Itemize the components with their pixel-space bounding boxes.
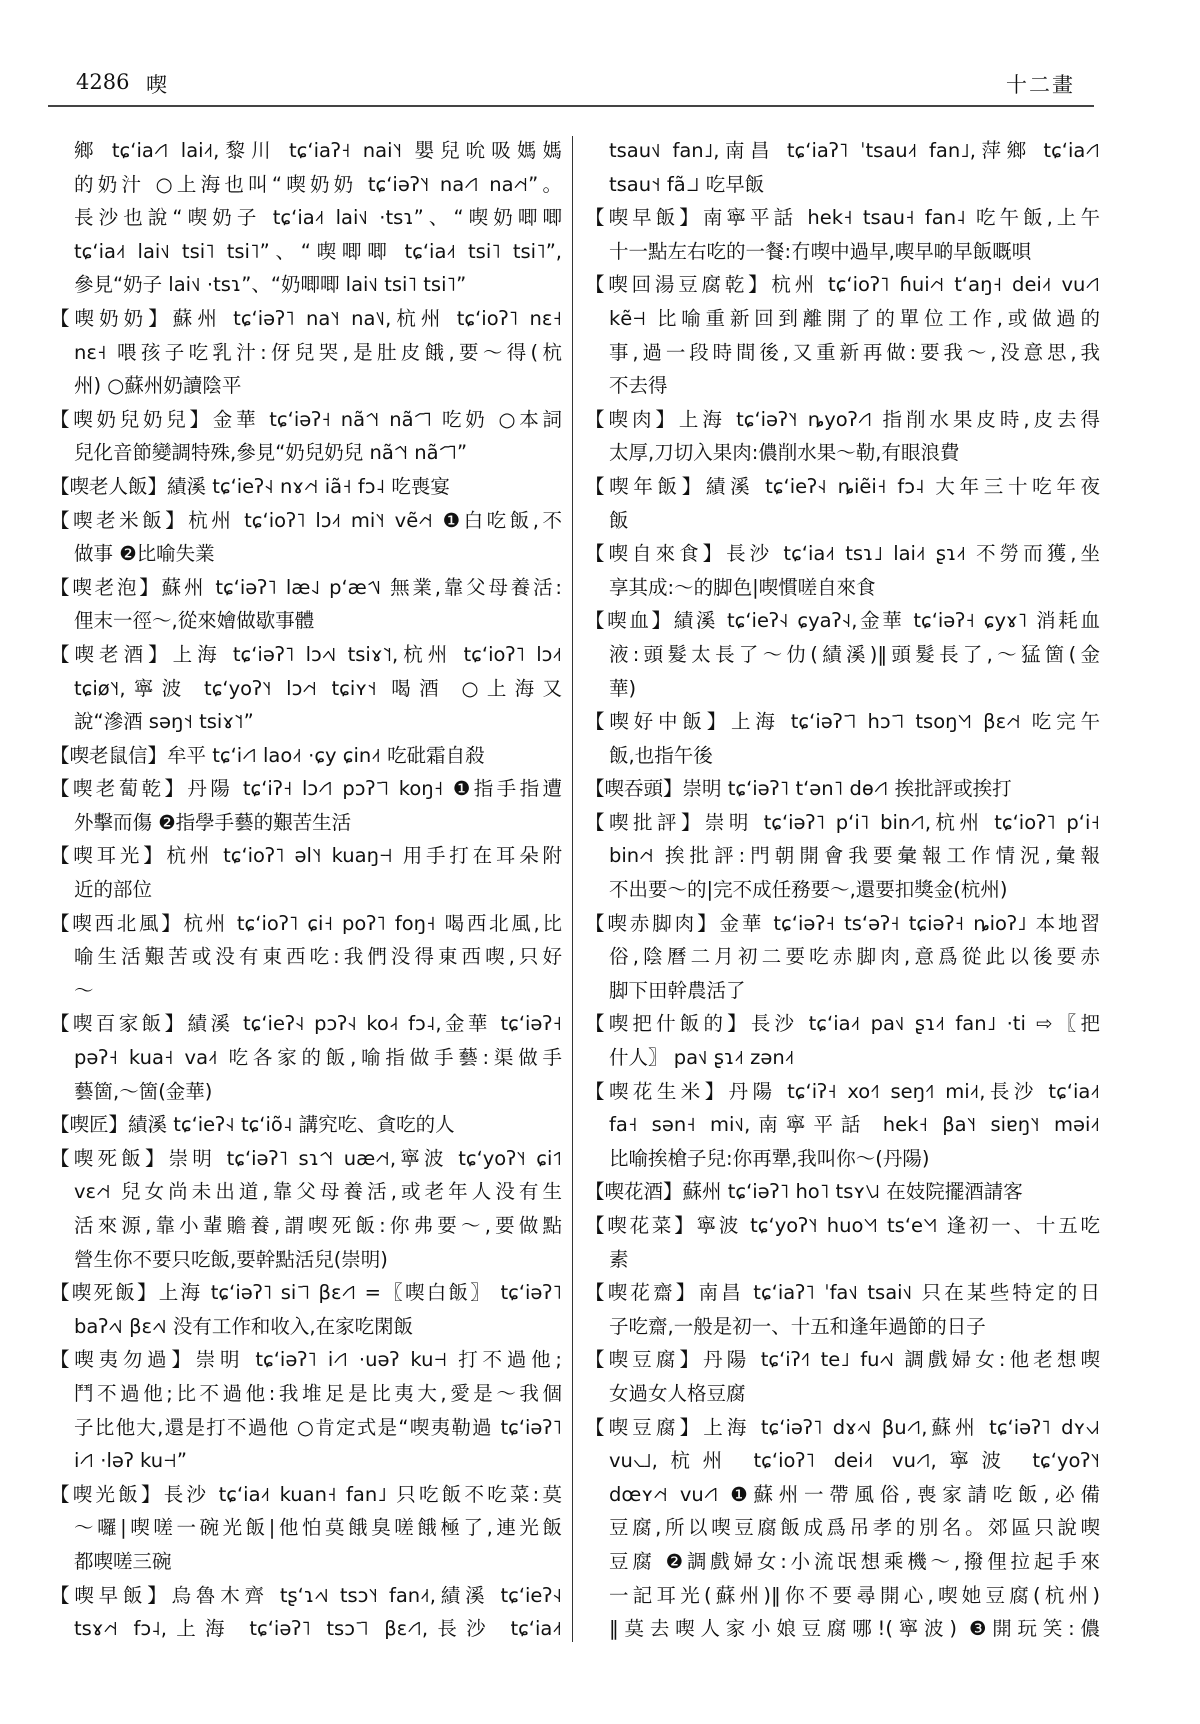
entry-headword-line: 【喫老鼠信】牟平 tɕʻi˨˦˥ lao˨˦ ·ɕy ɕin˨˦ 吃砒霜自殺: [50, 743, 485, 767]
entry-headword-line: 【喫老人飯】績溪 tɕʻieʔ˧˨ nɤ˨˦˧ iã˧ fɔ˨ 吃喪宴: [50, 474, 450, 498]
entry-headword-line: 【喫赤脚肉】金華 tɕʻiəʔ˧ tsʻəʔ˧ tɕiəʔ˧ ȵioʔ˩ 本地習: [585, 911, 1100, 935]
entry-headword-line: 【喫老酒】上海 tɕʻiəʔ˥ lɔ˨˦˩ tsiɤ˥˦,杭州 tɕʻioʔ˥ lɔ˨˦: [50, 642, 562, 666]
entry-text-line: dœʏ˨˦˧ vu˨˦˥ ❶蘇州一帶風俗,喪家請吃飯,必備: [609, 1482, 1100, 1506]
entry-text-line: 事,過一段時間後,又重新再做:要我～,没意思,我: [609, 340, 1100, 364]
entry-text-line: 俗,陰曆二月初二要吃赤脚肉,意爲從此以後要赤: [609, 945, 1100, 969]
entry-headword-line: 【喫老蔔乾】丹陽 tɕʻiʔ˧ lɔ˨˦˥ pɔʔ˥˥ koŋ˧ ❶指手指遭: [50, 777, 562, 801]
entry-text-line: tsau˦˧ fã˩˩ 吃早飯: [609, 172, 765, 196]
entry-text-line: vu˧˩˩,杭州 tɕʻioʔ˥ dei˨˦ vu˨˦˥,寧波 tɕʻyoʔ˥˧: [609, 1449, 1100, 1473]
entry-text-line: baʔ˨˦˩ βɛ˨˦˩ 没有工作和收入,在家吃閑飯: [74, 1314, 414, 1338]
entry-text-line: 享其成:～的脚色|喫慣嗟自來食: [609, 575, 876, 599]
entry-text-line: 鄉 tɕʻia˨˦˥ lai˨˦,黎川 tɕʻiaʔ˧ nai˥˧ 嬰兒吮吸媽媽: [74, 139, 562, 162]
entry-headword-line: 【喫回湯豆腐乾】杭州 tɕʻioʔ˥ ɦui˨˦˧ tʻaŋ˧ dei˨˦ vu˨˦˥: [585, 273, 1100, 297]
entry-headword-line: 【喫血】績溪 tɕʻieʔ˧˨ ɕyaʔ˧˨,金華 tɕʻiəʔ˧ ɕyɤ˥ 消耗血: [585, 609, 1100, 633]
entry-headword-line: 【喫老泡】蘇州 tɕʻiəʔ˥ læ˨˩ pʻæ˦˥˩ 無業,靠父母養活:: [50, 575, 562, 599]
entry-text-line: ～囉|喫嗟一碗光飯|他怕莫餓臭嗟餓極了,連光飯: [74, 1516, 562, 1540]
entry-text-line: 女過女人格豆腐: [609, 1381, 746, 1405]
entry-text-line: 營生你不要只吃飯,要幹點活兒(崇明): [74, 1247, 388, 1271]
entry-text-line: 脚下田幹農活了: [609, 978, 746, 1002]
entry-text-line: kẽ˧˧ 比喻重新回到離開了的單位工作,或做過的: [609, 306, 1100, 330]
entry-text-line: ～: [74, 978, 94, 1002]
entry-text-line: fa˧ sən˧ mi˦˩,南寧平話 hek˧ βa˥˧ siɐŋ˥˧ məi˨˦: [609, 1113, 1100, 1137]
entry-text-line: 子吃齋,一般是初一、十五和逢年過節的日子: [609, 1314, 986, 1338]
entry-headword-line: 【喫花齋】南昌 tɕʻiaʔ˥ ˈfa˦˩ tsai˦˩ 只在某些特定的日: [585, 1281, 1100, 1305]
entry-text-line: 的奶汁 ○上海也叫“喫奶奶 tɕʻiəʔ˥˧ na˨˦˥ na˨˦˧”。: [74, 172, 562, 196]
entry-text-line: 比喻挨槍子兒:你再犟,我叫你～(丹陽): [609, 1146, 930, 1170]
entry-text-line: 豆腐,所以喫豆腐飯成爲吊孝的別名。郊區只說喫: [609, 1516, 1100, 1540]
entry-text-line: 喻生活艱苦或没有東西吃:我們没得東西喫,只好: [74, 945, 562, 969]
entry-text-line: nɛ˧ 喂孩子吃乳汁:伢兒哭,是肚皮餓,要～得(杭: [74, 340, 562, 364]
entry-text-line: tɕʻia˨˦ lai˦˩ tsi˥ tsi˥”、“喫唧唧 tɕʻia˨˦ tsi˥ tsi˥”,: [74, 239, 562, 263]
entry-headword-line: 【喫早飯】南寧平話 hek˧ tsau˧ fan˨ 吃午飯,上午: [585, 206, 1100, 230]
entry-text-line: 鬥不過他;比不過他:我堆足是比夷大,愛是～我個: [74, 1381, 562, 1405]
entry-headword-line: 【喫好中飯】上海 tɕʻiəʔ˥˥ hɔ˥˥ tsoŋ˥˧˥ βɛ˨˦˧ 吃完午: [585, 710, 1100, 734]
right-column: [585, 134, 1100, 1646]
entry-headword-line: 【喫奶兒奶兒】金華 tɕʻiəʔ˧ nã˦˥˧ nã˦˥˥ 吃奶 ○本詞: [50, 407, 562, 431]
entry-text-line: 十一點左右吃的一餐:冇喫中過早,喫早啲早飯嘅唄: [609, 239, 1032, 263]
entry-headword-line: 【喫花酒】蘇州 tɕʻiəʔ˥ ho˥ tsʏ˥˩˨ 在妓院擺酒請客: [585, 1180, 1023, 1204]
entry-headword-line: 【喫自來食】長沙 tɕʻia˨˦ tsɿ˩ lai˨˦ ʂɿ˨˦ 不勞而獲,坐: [585, 542, 1100, 566]
entry-text-line: tsɤ˨˦˧ fɔ˨,上海 tɕʻiəʔ˥ tsɔ˥˥ βɛ˨˦˥,長沙 tɕʻia˨˦: [74, 1617, 562, 1641]
entry-text-line: 做事 ❷比喻失業: [74, 542, 215, 566]
page-number: 4286: [76, 70, 130, 94]
entry-text-line: 外擊而傷 ❷指學手藝的艱苦生活: [74, 810, 352, 834]
entry-text-line: 長沙也說“喫奶子 tɕʻia˨˦ lai˦˩ ·tsɿ”、“喫奶唧唧: [74, 206, 562, 230]
entry-headword-line: 【喫耳光】杭州 tɕʻioʔ˥ əl˥˧ kuaŋ˧˧ 用手打在耳朵附: [50, 844, 562, 868]
entry-text-line: 子比他大,還是打不過他 ○肯定式是“喫夷勒過 tɕʻiəʔ˥: [74, 1415, 562, 1439]
entry-headword-line: 【喫肉】上海 tɕʻiəʔ˥˧ ȵyoʔ˨˦˥ 指削水果皮時,皮去得: [585, 407, 1100, 431]
left-column: [50, 134, 562, 1646]
entry-text-line: 豆腐 ❷調戲婦女:小流氓想乘機～,撥俚拉起手來: [609, 1549, 1100, 1573]
entry-text-line: bin˨˦˧ 挨批評:門朝開會我要彙報工作情況,彙報: [609, 844, 1100, 868]
entry-text-line: 素: [609, 1247, 629, 1271]
entry-headword-line: 【喫西北風】杭州 tɕʻioʔ˥ ɕi˧ poʔ˥ foŋ˧ 喝西北風,比: [50, 911, 562, 935]
entry-headword-line: 【喫豆腐】丹陽 tɕʻiʔ˧˥ te˩ fu˨˦˩ 調戲婦女:他老想喫: [585, 1348, 1100, 1372]
header-rule: [48, 105, 1094, 107]
entry-headword-line: 【喫奶奶】蘇州 tɕʻiəʔ˥ na˥˧ na˥˩,杭州 tɕʻioʔ˥ nɛ˧: [50, 306, 562, 330]
entry-text-line: 近的部位: [74, 878, 153, 902]
entry-text-line: 活來源,靠小輩贍養,謂喫死飯:你弗要～,要做點: [74, 1214, 562, 1237]
entry-headword-line: 【喫豆腐】上海 tɕʻiəʔ˥ dɤ˨˦˩ βu˨˦˥,蘇州 tɕʻiəʔ˥ dʏ˧˩˧: [585, 1415, 1100, 1439]
entry-headword-line: 【喫匠】績溪 tɕʻieʔ˧˨ tɕʻiõ˨ 講究吃、貪吃的人: [50, 1113, 455, 1137]
entry-headword-line: 【喫批評】崇明 tɕʻiəʔ˥ pʻi˥ bin˨˦˥,杭州 tɕʻioʔ˥ pʻi˧: [585, 810, 1100, 834]
entry-text-line: tsau˦˩ fan˩,南昌 tɕʻiaʔ˥ ˈtsau˨˦ fan˩,萍鄉 tɕʻia˨˦˥: [609, 139, 1100, 162]
entry-text-line: tɕiø˥˧,寧波 tɕʻyoʔ˥˧ lɔ˨˦˧ tɕiʏ˦˧ 喝酒 ○上海又: [74, 676, 562, 700]
entry-text-line: 飯: [609, 508, 629, 532]
entry-text-line: 參見“奶子 lai˦˩ ·tsɿ”、“奶唧唧 lai˦˩ tsi˥ tsi˥”: [74, 273, 467, 297]
entry-headword-line: 【喫老米飯】杭州 tɕʻioʔ˥ lɔ˨˦ mi˥˧ vẽ˨˦˧ ❶白吃飯,不: [50, 508, 562, 532]
entry-headword-line: 【喫年飯】績溪 tɕʻieʔ˧˨ ȵiẽi˧ fɔ˨ 大年三十吃年夜: [585, 474, 1100, 498]
entry-text-line: 州) ○蘇州奶讀陰平: [74, 374, 242, 398]
entry-headword-line: 【喫光飯】長沙 tɕʻia˨˦ kuan˧ fan˩ 只吃飯不吃菜:莫: [50, 1482, 562, 1506]
column-divider: [572, 136, 573, 1642]
entry-headword-line: 【喫吞頭】崇明 tɕʻiəʔ˥ tʻən˥ dɵ˨˦˥ 挨批評或挨打: [585, 777, 1012, 801]
entry-text-line: 俚末一徑～,從來嬒做歇事體: [74, 609, 315, 633]
entry-text-line: 什人〗 pa˦˩ ʂɿ˨˦ zən˨˦: [609, 1046, 795, 1070]
entry-headword-line: 【喫早飯】烏魯木齊 tʂʻɿ˨˦˩ tsɔ˥˧ fan˨˦,績溪 tɕʻieʔ˧˨: [50, 1583, 562, 1607]
entry-text-line: 不去得: [609, 374, 668, 398]
entry-headword-line: 【喫死飯】上海 tɕʻiəʔ˥ si˥˥ βɛ˨˦˥ =〖喫白飯〗 tɕʻiəʔ˥: [50, 1281, 562, 1305]
entry-text-line: 都喫嗟三碗: [74, 1549, 172, 1573]
entry-text-line: 不出要～的|完不成任務要～,還要扣獎金(杭州): [609, 878, 1008, 902]
entry-text-line: 華): [609, 676, 637, 700]
entry-headword-line: 【喫百家飯】績溪 tɕʻieʔ˧˨ pɔʔ˧˨ ko˨˧ fɔ˨,金華 tɕʻiəʔ˧: [50, 1012, 562, 1036]
entry-text-line: 太厚,刀切入果肉:儂削水果～勒,有眼浪費: [609, 441, 960, 465]
entry-text-line: 藝箇,～箇(金華): [74, 1079, 213, 1103]
entry-headword-line: 【喫夷勿過】崇明 tɕʻiəʔ˥ i˨˦˥ ·uəʔ ku˧˧ 打不過他;: [50, 1348, 562, 1372]
entry-text-line: i˨˦˥ ·ləʔ ku˧˧”: [74, 1449, 187, 1473]
entry-text-line: 一記耳光(蘇州)‖你不要尋開心,喫她豆腐(杭州): [609, 1583, 1100, 1607]
entry-headword-line: 【喫花菜】寧波 tɕʻyoʔ˥˧ huo˥˧˥ tsʻe˥˧˥ 逢初一、十五吃: [585, 1214, 1100, 1237]
entry-text-line: vɛ˨˦˧ 兒女尚未出道,靠父母養活,或老年人没有生: [74, 1180, 562, 1204]
entry-text-line: ‖莫去喫人家小娘豆腐哪!(寧波) ❸開玩笑:儂: [609, 1617, 1100, 1641]
section-title: 十二畫: [1006, 73, 1075, 97]
entry-headword-line: 【喫把什飯的】長沙 tɕʻia˨˦ pa˦˩ ʂɿ˨˦ fan˩ ·ti ⇨〖把: [585, 1012, 1100, 1036]
entry-text-line: 說“滲酒 səŋ˦˧ tsiɤ˥˦”: [74, 710, 254, 734]
entry-text-line: 飯,也指午後: [609, 743, 713, 767]
entry-text-line: 液:頭髮太長了～仂(績溪)‖頭髮長了,～猛箇(金: [609, 642, 1100, 666]
entry-text-line: 兒化音節變調特殊,參見“奶兒奶兒 nã˦˥˧ nã˦˥˥”: [74, 441, 468, 465]
entry-headword-line: 【喫死飯】崇明 tɕʻiəʔ˥ sɿ˦˥˧ uæ˨˦˧,寧波 tɕʻyoʔ˥˧ ɕi˦˥: [50, 1146, 562, 1170]
entry-headword-line: 【喫花生米】丹陽 tɕʻiʔ˧ xo˧˥ seŋ˧˥ mi˨˦,長沙 tɕʻia˨˦: [585, 1079, 1100, 1103]
head-character: 喫: [146, 73, 167, 97]
entry-text-line: pəʔ˧ kua˧ va˨˦ 吃各家的飯,喻指做手藝:渠做手: [74, 1046, 562, 1070]
